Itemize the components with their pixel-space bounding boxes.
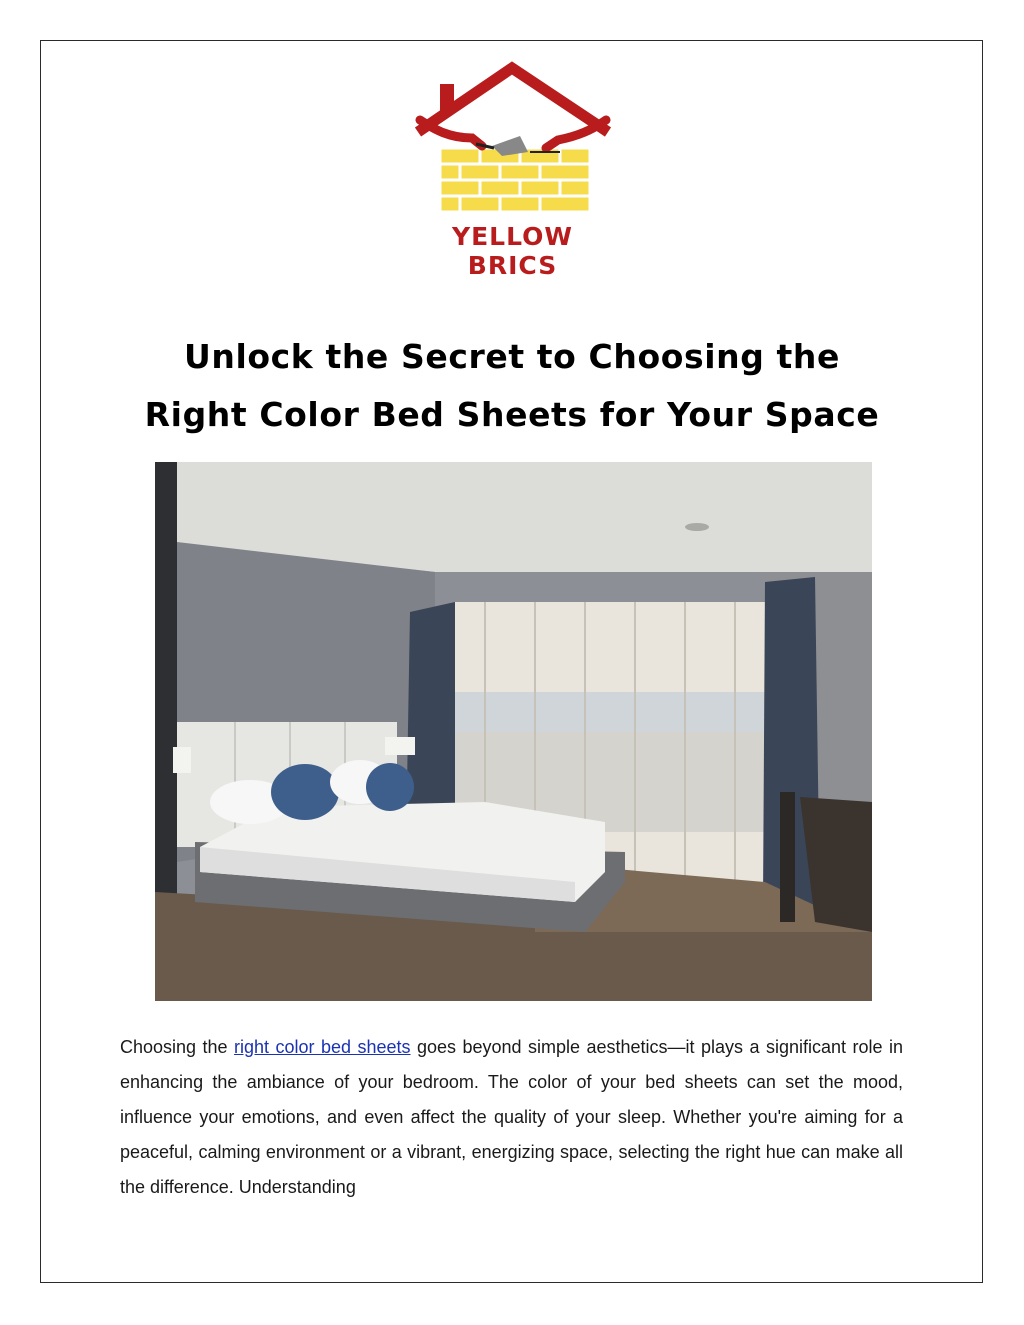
bedroom-photo	[155, 462, 872, 1001]
page-title	[60, 328, 964, 444]
article-paragraph	[120, 1030, 903, 1205]
paragraph-rest: goes beyond simple aesthetics—it plays a significant role in enhancing the ambiance of your bedroom. The color of your bed sheets can set the mood, influence your emotions, and even affect the quality of your sleep. Whether you're aiming for a peaceful, calming environment or a vibrant, energizing space, selecting the right hue can make all the difference. Understanding	[120, 1037, 903, 1197]
paragraph-lead: Choosing the	[120, 1037, 235, 1057]
brand-wordmark: YELLOW BRICS	[452, 222, 573, 280]
title-line-2: Right Color Bed Sheets for Your Space	[144, 395, 880, 434]
title-line-1: Unlock the Secret to Choosing the	[183, 337, 841, 376]
bed-sheets-link[interactable]: right color bed sheets	[234, 1037, 411, 1057]
